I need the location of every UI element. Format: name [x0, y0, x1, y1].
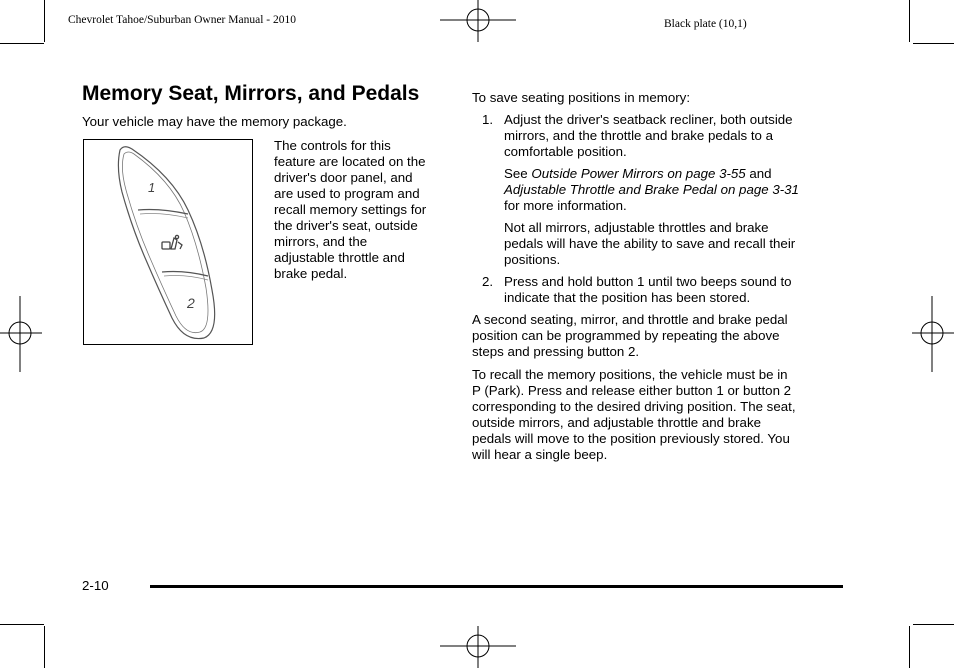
caption-line: adjustable throttle and — [274, 250, 405, 265]
save-intro: To save seating positions in memory: — [472, 90, 691, 105]
caption-line: recall memory settings for — [274, 202, 427, 217]
manual-title: Chevrolet Tahoe/Suburban Owner Manual - 2010 — [68, 14, 296, 26]
step-line: mirrors, and the throttle and brake pedals to a — [504, 128, 774, 143]
step-1-number: 1. — [482, 112, 494, 127]
memory-buttons-illustration — [84, 140, 252, 344]
paragraph-line: position can be programmed by repeating the above — [472, 328, 780, 343]
note-line: positions. — [504, 252, 561, 267]
link-outside-power-mirrors[interactable]: Outside Power Mirrors on page 3-55 — [531, 166, 746, 181]
step-1 — [482, 112, 852, 162]
crop-mark — [0, 624, 44, 625]
step-2-text — [504, 274, 792, 306]
step-line: indicate that the position has been stored. — [504, 290, 751, 305]
memory-buttons-figure — [83, 139, 253, 345]
caption-line: driver's door panel, and — [274, 170, 413, 185]
see-suffix: for more information. — [504, 198, 627, 213]
caption-line: feature are located on the — [274, 154, 426, 169]
section-title: Memory Seat, Mirrors, and Pedals — [82, 82, 420, 105]
caption-line: brake pedal. — [274, 266, 348, 281]
note-text — [504, 220, 795, 268]
paragraph-line: outside mirrors, and adjustable throttle and brake — [472, 415, 761, 430]
note-line: Not all mirrors, adjustable throttles and brake — [504, 220, 769, 235]
memory-button-2-label: 2 — [187, 295, 195, 311]
page-number: 2-10 — [82, 578, 109, 593]
crop-mark — [909, 0, 910, 42]
crop-mark — [0, 43, 44, 44]
caption-line: the driver's seat, outside — [274, 218, 418, 233]
paragraph-line: A second seating, mirror, and throttle and brake pedal — [472, 312, 788, 327]
step-line: Press and hold button 1 until two beeps sound to — [504, 274, 792, 289]
memory-button-1-label: 1 — [148, 180, 156, 195]
second-position-paragraph — [472, 312, 788, 360]
paragraph-line: will hear a single beep. — [472, 447, 608, 462]
step-1-text — [504, 112, 793, 160]
step-2 — [482, 274, 852, 308]
registration-mark-bottom — [440, 626, 516, 668]
crop-mark — [913, 43, 954, 44]
plate-label: Black plate (10,1) — [664, 18, 747, 30]
footer-rule — [150, 585, 843, 588]
crop-mark — [909, 626, 910, 668]
crop-mark — [44, 0, 45, 42]
caption-line: are used to program and — [274, 186, 420, 201]
see-also — [504, 166, 799, 214]
see-and: and — [745, 166, 772, 181]
paragraph-line: corresponding to the desired driving position. The seat, — [472, 399, 796, 414]
paragraph-line: steps and pressing button 2. — [472, 344, 640, 359]
caption-line: The controls for this — [274, 138, 391, 153]
registration-mark-right — [912, 296, 954, 372]
registration-mark-top — [440, 0, 516, 42]
registration-mark-left — [0, 296, 42, 372]
crop-mark — [913, 624, 954, 625]
paragraph-line: pedals will move to the position previously stored. You — [472, 431, 790, 446]
step-line: comfortable position. — [504, 144, 627, 159]
crop-mark — [44, 626, 45, 668]
figure-caption — [274, 138, 426, 282]
caption-line: mirrors, and the — [274, 234, 368, 249]
paragraph-line: P (Park). Press and release either button 1 or button 2 — [472, 383, 792, 398]
step-line: Adjust the driver's seatback recliner, both outside — [504, 112, 793, 127]
note-line: pedals will have the ability to save and recall their — [504, 236, 796, 251]
step-2-number: 2. — [482, 274, 494, 289]
recall-paragraph — [472, 367, 796, 463]
paragraph-line: To recall the memory positions, the vehicle must be in — [472, 367, 788, 382]
intro-text: Your vehicle may have the memory package. — [82, 114, 347, 129]
see-prefix: See — [504, 166, 532, 181]
link-adjustable-throttle-brake-pedal[interactable]: Adjustable Throttle and Brake Pedal on page 3-31 — [504, 182, 799, 197]
